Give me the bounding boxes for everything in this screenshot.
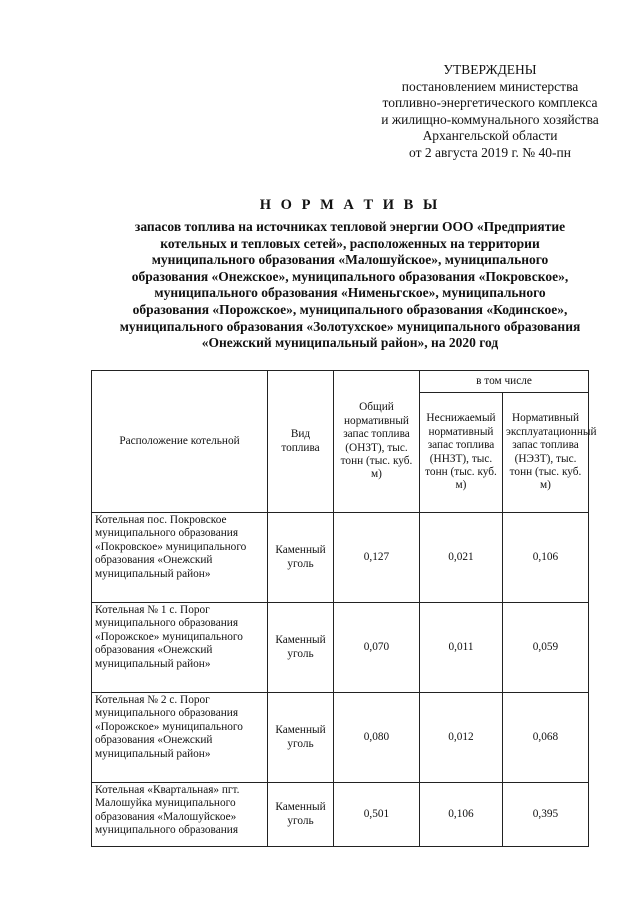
cell-total: 0,080 bbox=[334, 693, 420, 783]
cell-location: Котельная пос. Покровское муниципального образования «Покровское» муниципального образования «Онежский муниципальный район» bbox=[92, 513, 268, 603]
title-line: котельных и тепловых сетей», расположенных на территории bbox=[160, 235, 540, 251]
header-nnzt: Неснижаемый нормативный запас топлива (ННЗТ), тыс. тонн (тыс. куб. м) bbox=[420, 393, 503, 513]
cell-total: 0,127 bbox=[334, 513, 420, 603]
title-line: образования «Порожское», муниципального образования «Кодинское», bbox=[132, 301, 568, 317]
table-row bbox=[92, 693, 589, 783]
cell-nnzt: 0,011 bbox=[420, 603, 503, 693]
approval-line: постановлением министерства bbox=[401, 78, 579, 94]
cell-nezt: 0,059 bbox=[503, 603, 589, 693]
cell-fuel: Каменный уголь bbox=[268, 693, 334, 783]
title-line: муниципального образования «Малошуйское», муниципального bbox=[151, 252, 549, 268]
title-line: муниципального образования «Нименьгское», муниципального bbox=[154, 285, 546, 301]
table-row bbox=[92, 513, 589, 603]
title-main: Н О Р М А Т И В Ы bbox=[259, 197, 441, 213]
approval-block bbox=[360, 62, 620, 162]
table-row bbox=[92, 603, 589, 693]
cell-nezt: 0,106 bbox=[503, 513, 589, 603]
title-line: «Онежский муниципальный район», на 2020 год bbox=[201, 335, 499, 351]
cell-fuel: Каменный уголь bbox=[268, 513, 334, 603]
approval-heading: УТВЕРЖДЕНЫ bbox=[443, 62, 537, 77]
cell-total: 0,070 bbox=[334, 603, 420, 693]
norms-table bbox=[91, 370, 597, 847]
title-line: образования «Онежское», муниципального образования «Покровское», bbox=[131, 268, 569, 284]
cell-nnzt: 0,012 bbox=[420, 693, 503, 783]
cell-fuel: Каменный уголь bbox=[268, 603, 334, 693]
approval-line: и жилищно-коммунального хозяйства bbox=[381, 111, 599, 127]
cell-total: 0,501 bbox=[334, 783, 420, 847]
header-including: в том числе bbox=[420, 371, 589, 393]
title-line: муниципального образования «Золотухское» муниципального образования bbox=[119, 318, 581, 334]
document-title bbox=[70, 195, 630, 352]
cell-nnzt: 0,106 bbox=[420, 783, 503, 847]
approval-line: Архангельской области bbox=[422, 128, 558, 144]
cell-location: Котельная № 2 с. Порог муниципального образования «Порожское» муниципального образования «Онежский муниципальный район» bbox=[92, 693, 268, 783]
header-total-reserve: Общий нормативный запас топлива (ОНЗТ), тыс. тонн (тыс. куб. м) bbox=[334, 371, 420, 513]
table-row bbox=[92, 783, 589, 847]
cell-location: Котельная № 1 с. Порог муниципального образования «Порожское» муниципального образования «Онежский муниципальный район» bbox=[92, 603, 268, 693]
cell-nezt: 0,395 bbox=[503, 783, 589, 847]
cell-nezt: 0,068 bbox=[503, 693, 589, 783]
cell-nnzt: 0,021 bbox=[420, 513, 503, 603]
header-fuel-type: Вид топлива bbox=[268, 371, 334, 513]
cell-location: Котельная «Квартальная» пгт. Малошуйка муниципального образования «Малошуйское» муниципального образования bbox=[92, 783, 268, 847]
header-nezt: Нормативный эксплуатационный запас топлива (НЭЗТ), тыс. тонн (тыс. куб. м) bbox=[503, 393, 589, 513]
approval-line: от 2 августа 2019 г. № 40-пн bbox=[409, 144, 571, 160]
approval-line: топливно-энергетического комплекса bbox=[382, 95, 598, 111]
header-location: Расположение котельной bbox=[92, 371, 268, 513]
cell-fuel: Каменный уголь bbox=[268, 783, 334, 847]
title-line: запасов топлива на источниках тепловой энергии ООО «Предприятие bbox=[134, 219, 566, 234]
